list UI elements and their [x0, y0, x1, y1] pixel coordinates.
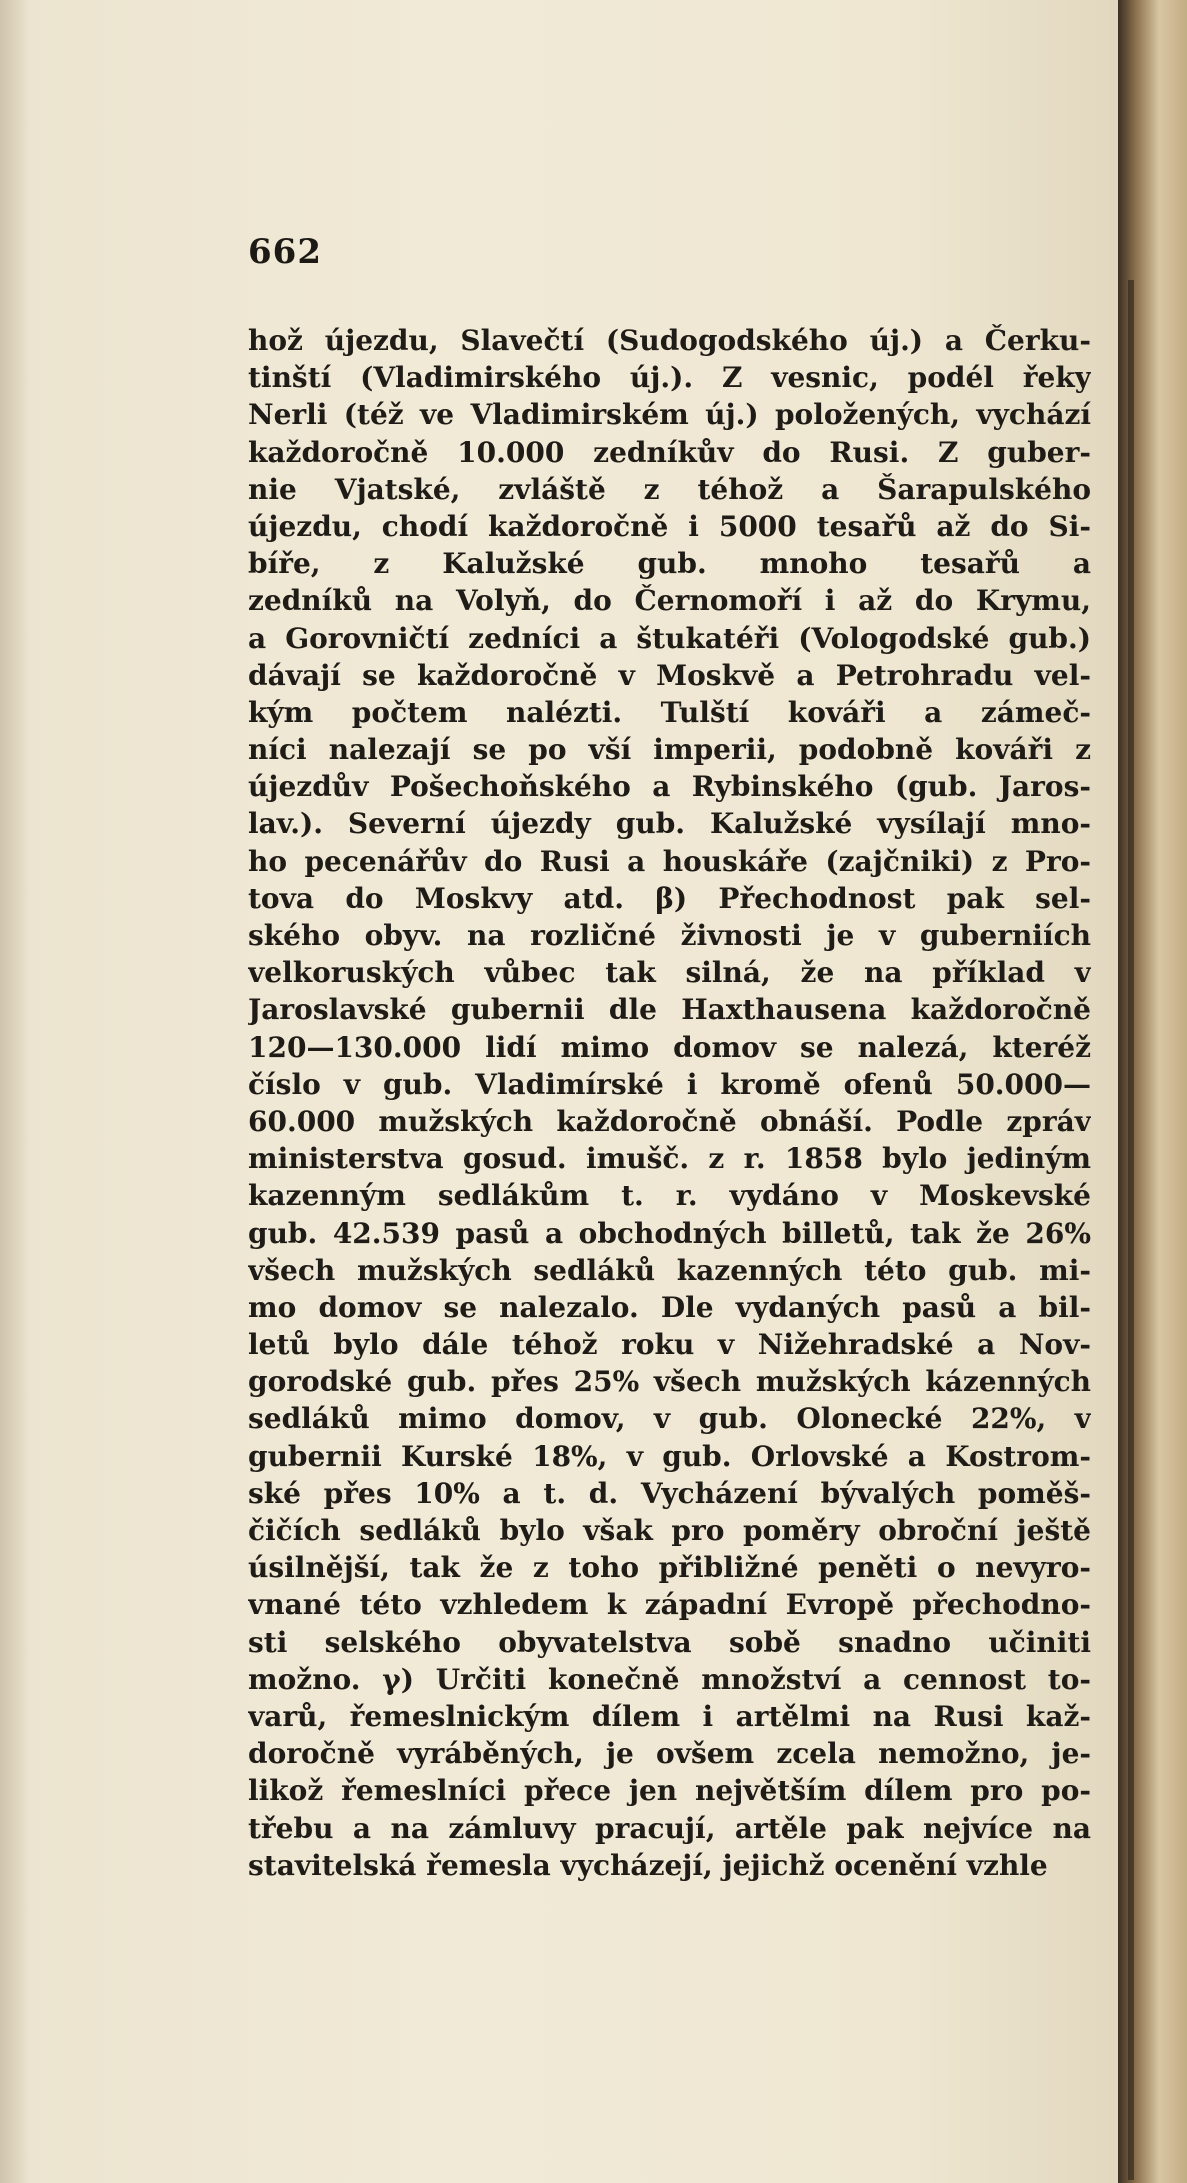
text-line: kazenným sedlákům t. r. vydáno v Moskevské: [248, 1179, 1091, 1213]
text-line: 120—130.000 lidí mimo domov se nalezá, kteréž: [248, 1030, 1091, 1064]
text-line: stavitelská řemesla vycházejí, jejichž ocenění vzhle: [248, 1848, 1048, 1882]
text-line: gorodské gub. přes 25% všech mužských kázenných: [248, 1365, 1091, 1399]
text-line: újezdův Pošechoňského a Rybinského (gub. Jaros-: [248, 770, 1091, 804]
text-line: sedláků mimo domov, v gub. Olonecké 22%, v: [248, 1402, 1091, 1436]
text-line: Nerli (též ve Vladimirském új.) položených, vychází: [248, 398, 1091, 432]
text-line: mo domov se nalezalo. Dle vydaných pasů a bil-: [248, 1290, 1091, 1324]
text-line: gub. 42.539 pasů a obchodných billetů, tak že 26%: [248, 1216, 1091, 1250]
text-line: likož řemeslníci přece jen největším dílem pro po-: [248, 1774, 1091, 1808]
text-line: bíře, z Kalužské gub. mnoho tesařů a: [248, 547, 1091, 581]
text-line: ské přes 10% a t. d. Vycházení bývalých poměš-: [248, 1476, 1091, 1510]
text-line: gubernii Kurské 18%, v gub. Orlovské a Kostrom-: [248, 1439, 1091, 1473]
page-inner-shadow: [0, 0, 30, 2183]
text-line: varů, řemeslnickým dílem i artělmi na Rusi kaž-: [248, 1699, 1091, 1733]
text-line: Jaroslavské gubernii dle Haxthausena každoročně: [248, 993, 1091, 1027]
text-line: velkoruských vůbec tak silná, že na příklad v: [248, 956, 1091, 990]
text-line: 60.000 mužských každoročně obnáší. Podle zpráv: [248, 1104, 1091, 1138]
text-line: tova do Moskvy atd. β) Přechodnost pak sel-: [248, 881, 1091, 915]
text-line: zedníků na Volyň, do Černomoří i až do Krymu,: [248, 584, 1091, 618]
text-line: ského obyv. na rozličné živnosti je v guberniích: [248, 919, 1091, 952]
text-line: všech mužských sedláků kazenných této gub. mi-: [248, 1253, 1091, 1287]
body-text: [248, 322, 1091, 1884]
text-line: tinští (Vladimirského új.). Z vesnic, podél řeky: [248, 361, 1091, 395]
text-line: úsilnější, tak že z toho přibližné peněti o nevyro-: [248, 1551, 1091, 1585]
text-line: letů bylo dále téhož roku v Nižehradské a Nov-: [248, 1328, 1091, 1362]
text-line: čičích sedláků bylo však pro poměry obroční ještě: [248, 1514, 1091, 1547]
text-line: ho pecenářův do Rusi a houskáře (zajčniki) z Pro-: [248, 844, 1091, 878]
text-line: nie Vjatské, zvláště z téhož a Šarapulského: [248, 472, 1091, 506]
binding-gutter-line: [1128, 280, 1134, 2180]
text-line: kým počtem nalézti. Tulští kováři a zámeč-: [248, 695, 1091, 729]
text-line: lav.). Severní újezdy gub. Kalužské vysílají mno-: [248, 807, 1091, 841]
text-line: újezdu, chodí každoročně i 5000 tesařů až do Si-: [248, 509, 1091, 543]
text-line: vnané této vzhledem k západní Evropě přechodno-: [248, 1588, 1091, 1622]
text-line: doročně vyráběných, je ovšem zcela nemožno, je-: [248, 1737, 1091, 1771]
text-line: každoročně 10.000 zedníkův do Rusi. Z guber-: [248, 435, 1091, 469]
text-line: a Gorovničtí zedníci a štukatéři (Vologodské gub.): [248, 621, 1091, 655]
page-number: 662: [248, 232, 322, 272]
text-line: ministerstva gosud. imušč. z r. 1858 bylo jediným: [248, 1142, 1091, 1176]
text-line: níci nalezají se po vší imperii, podobně kováři z: [248, 733, 1091, 767]
text-line: dávají se každoročně v Moskvě a Petrohradu vel-: [248, 658, 1091, 692]
text-line: sti selského obyvatelstva sobě snadno učiniti: [248, 1625, 1091, 1659]
text-line: číslo v gub. Vladimírské i kromě ofenů 50.000—: [248, 1067, 1091, 1101]
text-line: hož újezdu, Slavečtí (Sudogodského új.) a Čerku-: [248, 324, 1091, 357]
text-line: možno. γ) Určiti konečně množství a cennost to-: [248, 1662, 1091, 1696]
text-line: třebu a na zámluvy pracují, artěle pak nejvíce na: [248, 1811, 1091, 1845]
